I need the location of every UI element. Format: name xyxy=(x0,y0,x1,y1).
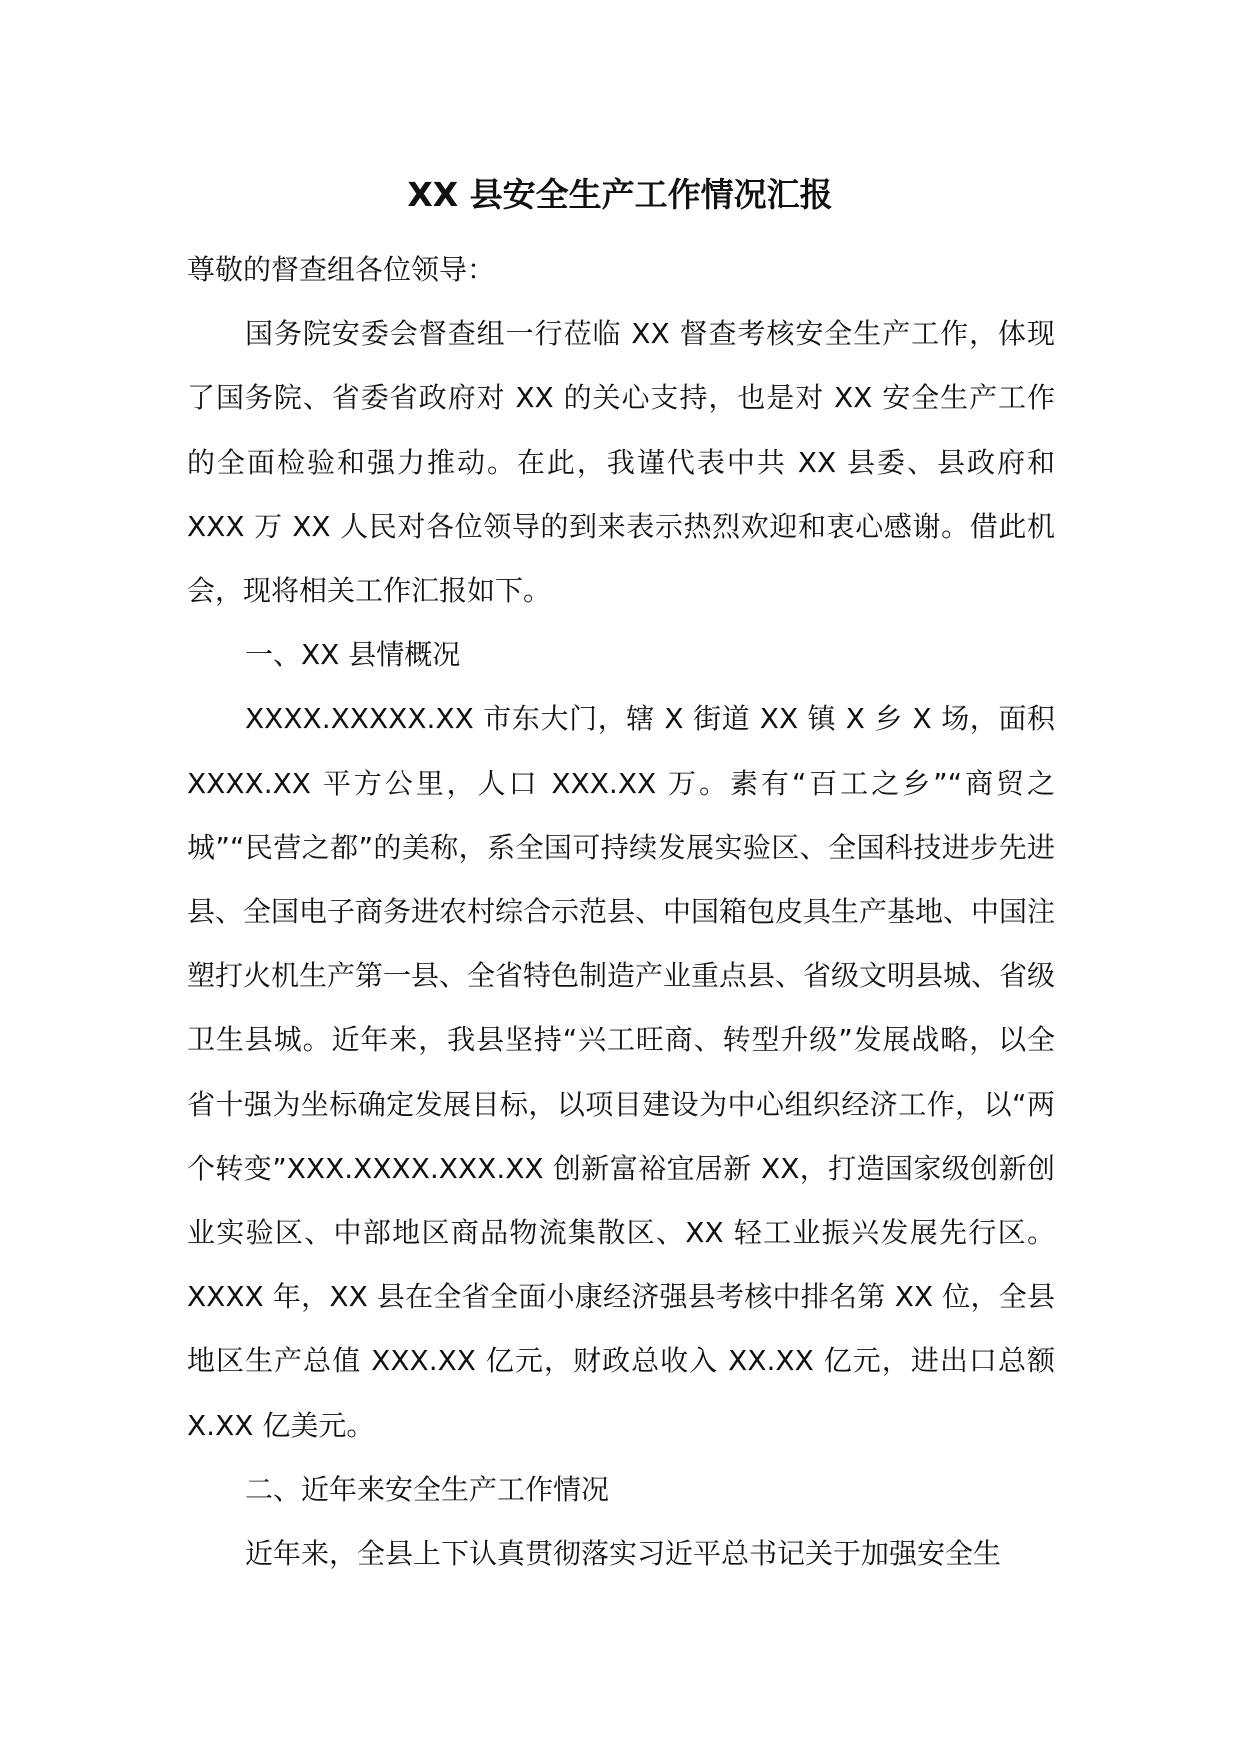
paragraph-safety-work: 近年来，全县上下认真贯彻落实习近平总书记关于加强安全生 xyxy=(245,1537,1002,1571)
document-title: XX 县安全生产工作情况汇报 xyxy=(407,175,833,214)
salutation: 尊敬的督查组各位领导： xyxy=(187,253,496,286)
paragraph-intro: 国务院安委会督查组一行莅临 XX 督查考核安全生产工作，体现了国务院、省委省政府对 XX 的关心支持，也是对 XX 安全生产工作的全面检验和强力推动。在此，我谨代表中共 XX 县委、县政府和 XXX 万 XX 人民对各位领导的到来表示热烈欢迎和衷心感谢。借此机会，现将相关工作汇报如下。 xyxy=(187,317,1055,608)
paragraph-county-overview: XXXX.XXXXX.XX 市东大门，辖 X 街道 XX 镇 X 乡 X 场，面积 XXXX.XX 平方公里，人口 XXX.XX 万。素有“百工之乡”“商贸之城”“民营之都”的美称，系全国可持续发展实验区、全国科技进步先进县、全国电子商务进农村综合示范县、中国箱包皮具生产基地、中国注塑打火机生产第一县、全省特色制造产业重点县、省级文明县城、省级卫生县城。近年来，我县坚持“兴工旺商、转型升级”发展战略，以全省十强为坐标确定发展目标，以项目建设为中心组织经济工作，以“两个转变”XXX.XXXX.XXX.XX 创新富裕宜居新 XX，打造国家级创新创业实验区、中部地区商品物流集散区、XX 轻工业振兴发展先行区。XXXX 年，XX 县在全省全面小康经济强县考核中排名第 XX 位，全县地区生产总值 XXX.XX 亿元，财政总收入 XX.XX 亿元，进出口总额 X.XX 亿美元。 xyxy=(187,702,1056,1442)
section-heading-2: 二、近年来安全生产工作情况 xyxy=(245,1472,610,1506)
document-body xyxy=(187,238,1055,1586)
section-heading-1: 一、XX 县情概况 xyxy=(245,638,461,672)
